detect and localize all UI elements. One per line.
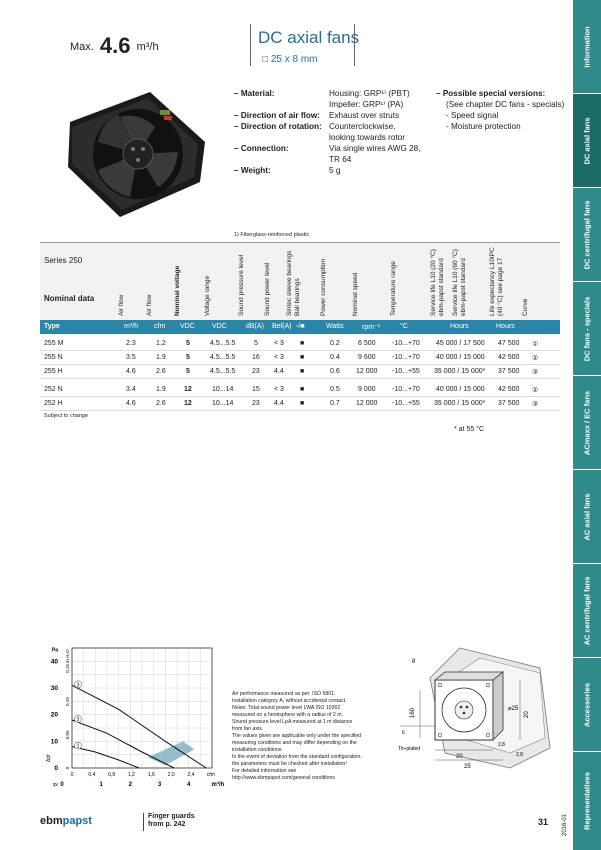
- cell: 2.6: [156, 368, 166, 375]
- x-axis-label: qv: [52, 782, 58, 788]
- col-header: Sound power level: [264, 262, 271, 316]
- bearing-icon: ■: [300, 386, 305, 393]
- performance-chart: [36, 640, 225, 798]
- table-row: [40, 351, 560, 365]
- col-header: Sound pressure level: [238, 254, 245, 316]
- cell: 10...14: [212, 400, 234, 407]
- dim-label: 25: [464, 764, 471, 770]
- cell: 4.5...5.5: [210, 340, 236, 347]
- unit-cell: Hours: [450, 323, 469, 330]
- cell: 42 500: [498, 354, 520, 361]
- x-tick-label: 1,6: [147, 772, 155, 778]
- units-row: [40, 320, 560, 334]
- cell: 37 500: [498, 400, 520, 407]
- y-inner-tick-label: in H₂O: [65, 649, 70, 663]
- cell: 16: [252, 354, 260, 361]
- sidebar-item-accessories[interactable]: [573, 658, 601, 752]
- unit-cell: cfm: [154, 323, 166, 330]
- x-tick-label: 0,8: [108, 772, 116, 778]
- spec-value: 5 g: [329, 166, 341, 175]
- cell: 9 600: [358, 354, 376, 361]
- dim-label: 2,8: [516, 752, 523, 758]
- note-line: http://www.ebmpapst.com/general conditions: [232, 775, 335, 781]
- dim-label: 2,8: [498, 742, 505, 748]
- dim-label: 20: [456, 754, 463, 760]
- sidebar-item-label: AC axial fans: [582, 492, 592, 541]
- cell-type: 255 M: [44, 340, 64, 347]
- y-tick-label: 20: [50, 711, 58, 719]
- max-value: 4.6: [99, 33, 131, 58]
- cell: -10...+70: [392, 340, 420, 347]
- col-header: Power consumption: [320, 258, 327, 316]
- cell: 2.6: [156, 400, 166, 407]
- y-inner-tick-label: 0: [65, 766, 70, 770]
- page-number: 31: [538, 817, 549, 827]
- spec-label: [234, 154, 329, 165]
- col-header: Life expectancy L10IPC: [489, 247, 496, 316]
- curve-icon: ③: [532, 369, 539, 376]
- y-inner-tick-label: 0,05: [65, 730, 70, 740]
- cell: 1.2: [156, 340, 166, 347]
- note-line: Installation category A, without accidental contact.: [232, 698, 347, 704]
- cell-type: 255 H: [44, 368, 63, 375]
- cell: 1.9: [156, 354, 166, 361]
- x-tick-label: cfm: [206, 772, 215, 778]
- note-line: Noise: Total sound power level LWA ISO 10302: [232, 705, 341, 711]
- unit-cell: rpm⁻¹: [362, 324, 381, 331]
- finger-guards-ref: [148, 813, 195, 829]
- cell: 3.5: [126, 354, 136, 361]
- cell: 23: [252, 400, 260, 407]
- spec-label: – Direction of rotation:: [234, 122, 322, 131]
- dim-label: 160: [410, 707, 416, 718]
- cell-type: 255 N: [44, 354, 63, 361]
- sidebar-item-label: Representatives: [582, 772, 592, 830]
- table-row: [40, 383, 560, 397]
- col-header: Nominal speed: [352, 272, 359, 316]
- edition-date: 2016-01: [562, 813, 568, 836]
- cell: 12 000: [356, 368, 378, 375]
- max-unit: m³/h: [136, 41, 159, 53]
- curve-label: 2: [76, 717, 80, 723]
- col-header: Air flow: [118, 294, 125, 316]
- cell: 1.9: [156, 386, 166, 393]
- note-line: In the event of deviation from the standard configuration,: [232, 754, 362, 760]
- sidebar-item-ac-axial[interactable]: [573, 470, 601, 564]
- curve-2: [72, 720, 174, 768]
- curve-icon: ②: [532, 355, 539, 362]
- cell: 15: [252, 386, 260, 393]
- cell: 0.7: [330, 400, 340, 407]
- finger-line: from p. 242: [148, 821, 186, 828]
- cell: 0.2: [330, 340, 340, 347]
- note-line: The values given are applicable only under the specified: [232, 733, 362, 739]
- sidebar-item-dc-specials[interactable]: [573, 282, 601, 376]
- chart-notes: [232, 691, 372, 782]
- spec-value: TR 64: [329, 155, 352, 164]
- cell: 12: [184, 400, 192, 407]
- y-inner-tick-label: 0,10: [65, 697, 70, 706]
- y-tick-label: 0: [54, 765, 58, 772]
- special-line: - Speed signal: [446, 111, 499, 120]
- ebmpapst-logo: [40, 815, 92, 827]
- cell: < 3: [274, 340, 284, 347]
- cell: 45 000 / 17 500: [436, 340, 485, 347]
- spec-label: [234, 132, 329, 143]
- sidebar-item-label: Accessories: [582, 682, 592, 727]
- cell: 6 500: [358, 340, 376, 347]
- dim-label: 20: [524, 711, 530, 718]
- note-line: measuring conditions and may differ depending on the: [232, 740, 357, 746]
- col-header: Ball bearings: [294, 278, 301, 316]
- y-tick-label: Pa: [51, 647, 58, 654]
- col-header: Sintec sleeve bearings: [286, 250, 293, 316]
- cell: 0.6: [330, 368, 340, 375]
- x-tick-label: 2,4: [187, 772, 195, 778]
- series-label: Series 250: [44, 256, 83, 265]
- spec-values: [329, 88, 439, 176]
- footnote-at-55: * at 55 °C: [454, 426, 485, 433]
- sidebar-item-label: DC centrifugal fans: [582, 200, 592, 269]
- curve-3: [72, 685, 206, 768]
- unit-cell: dB(A): [246, 323, 264, 330]
- sidebar-item-information[interactable]: [573, 0, 601, 94]
- sidebar-item-dc-centrifugal[interactable]: [573, 188, 601, 282]
- finger-line: Finger guards: [148, 813, 195, 820]
- cell: -10...+70: [392, 354, 420, 361]
- col-header: ebm-papst standard: [460, 258, 467, 316]
- special-title: – Possible special versions:: [436, 89, 546, 98]
- cell: 5: [186, 368, 190, 375]
- sidebar-item-label: Information: [582, 25, 592, 68]
- x-tick-label: 1,2: [128, 772, 135, 778]
- table-row: [40, 337, 560, 351]
- note-line: from fan axis.: [232, 726, 264, 732]
- special-line: (See chapter DC fans - specials): [446, 100, 565, 109]
- dim-label: 8: [412, 659, 416, 665]
- x-tick-label: m³/h: [211, 782, 225, 788]
- cell: 3.4: [126, 386, 136, 393]
- bearing-icon: ■: [300, 400, 305, 407]
- unit-cell: VDC: [180, 323, 195, 330]
- dim-label: 6: [402, 730, 405, 736]
- sidebar-item-label: AC centrifugal fans: [582, 576, 592, 645]
- cell: 42 500: [498, 386, 520, 393]
- x-tick-label: 4: [186, 782, 191, 788]
- spec-value: Housing: GRP¹⁾ (PBT): [329, 89, 410, 98]
- sidebar-item-label: DC axial fans: [582, 116, 592, 165]
- special-line: - Moisture protection: [446, 122, 521, 131]
- col-header: Service life L10 (20 °C): [430, 249, 437, 316]
- divider: [143, 813, 144, 831]
- col-header: Curve: [522, 298, 529, 316]
- logo-part: papst: [62, 815, 92, 827]
- col-header: Nominal voltage: [174, 265, 181, 316]
- cell: 10...14: [212, 386, 234, 393]
- dimension-drawing: [390, 638, 560, 788]
- cell: 0.4: [330, 354, 340, 361]
- y-tick-label: 30: [50, 685, 58, 692]
- cell: 47 500: [498, 340, 520, 347]
- dim-label: ⌀25: [508, 706, 519, 712]
- table-row: [40, 365, 560, 379]
- sidebar-item-label: DC fans - specials: [582, 296, 592, 361]
- spec-label: – Direction of air flow:: [234, 111, 320, 120]
- cell: 5: [254, 340, 258, 347]
- cell: 12 000: [356, 400, 378, 407]
- col-header: ebm-papst standard: [438, 258, 445, 316]
- cell: 12: [184, 386, 192, 393]
- cell: 0.5: [330, 386, 340, 393]
- sidebar-item-ac-centrifugal[interactable]: [573, 564, 601, 658]
- sidebar-item-acmaxx[interactable]: [573, 376, 601, 470]
- cell: 9 000: [358, 386, 376, 393]
- nominal-data-label: Nominal data: [44, 294, 95, 303]
- cell: 4.4: [274, 400, 284, 407]
- unit-cell: ▫/■: [296, 323, 305, 330]
- cell: 37 500: [498, 368, 520, 375]
- bearing-icon: ■: [300, 340, 305, 347]
- special-versions: [436, 88, 566, 132]
- fan-size: □ 25 x 8 mm: [262, 54, 318, 65]
- sidebar-item-representatives[interactable]: [573, 752, 601, 850]
- cell: 4.6: [126, 400, 136, 407]
- col-header: Voltage range: [204, 275, 211, 316]
- x-tick-label: 3: [157, 782, 162, 788]
- spec-value: looking towards rotor: [329, 133, 405, 142]
- spec-label: [234, 99, 329, 110]
- note-line: the parameters must be checked after installation!: [232, 761, 347, 767]
- y-tick-label: 10: [50, 738, 58, 746]
- note-line: Air performance measured as per: ISO 5801.: [232, 691, 336, 697]
- curve-icon: ②: [532, 387, 539, 394]
- note-line: installation conditions.: [232, 747, 283, 753]
- dim-label: Tin-plated: [398, 746, 421, 752]
- unit-cell: VDC: [212, 323, 227, 330]
- spec-label: – Weight:: [234, 166, 271, 175]
- note-line: measured on a hemisphere with a radius of 2 m.: [232, 712, 344, 718]
- spec-labels: [234, 88, 329, 176]
- note-line: Sound pressure level LpA measured at 1 m distance: [232, 719, 353, 725]
- bearing-icon: ■: [300, 368, 305, 375]
- curve-icon: ③: [532, 401, 539, 408]
- curve-label: 3: [76, 682, 80, 689]
- cell: 5: [186, 354, 190, 361]
- cell: 40 000 / 15 000: [436, 354, 485, 361]
- spec-value: Exhaust over struts: [329, 111, 400, 120]
- spec-value: Counterclockwise,: [329, 122, 396, 131]
- x-tick-label: 2: [128, 782, 133, 788]
- cell: 4.5...5.5: [210, 368, 236, 375]
- cell: -10...+55: [392, 368, 420, 375]
- unit-cell: Hours: [496, 323, 515, 330]
- col-header: Service life L10 (60 °C): [452, 249, 459, 316]
- unit-cell: Watts: [326, 323, 344, 330]
- sidebar-item-label: ACmaxx / EC fans: [582, 390, 592, 455]
- curve-1: [72, 747, 139, 768]
- cell: < 3: [274, 386, 284, 393]
- unit-cell: m³/h: [124, 323, 138, 330]
- x-tick-label: 0,4: [88, 772, 96, 778]
- cell: 4.4: [274, 368, 284, 375]
- sidebar: [573, 0, 601, 850]
- curve-label: 1: [76, 743, 80, 750]
- cell: 35 000 / 15 000*: [434, 400, 486, 407]
- max-flow: [70, 33, 159, 59]
- y-inner-tick-label: 0,15: [65, 664, 70, 673]
- spec-value: Via single wires AWG 28,: [329, 144, 421, 153]
- unit-cell: Type: [44, 323, 60, 330]
- unit-cell: °C: [400, 323, 408, 330]
- cell-type: 252 N: [44, 386, 63, 393]
- curve-icon: ①: [532, 341, 539, 348]
- max-prefix: Max.: [70, 41, 94, 53]
- page-title: DC axial fans: [258, 28, 360, 47]
- cell: < 3: [274, 354, 284, 361]
- spec-label: – Material:: [234, 89, 275, 98]
- table-row: [40, 397, 560, 411]
- cell: 35 000 / 15 000*: [434, 368, 486, 375]
- footnote: 1) Fiberglass-reinforced plastic: [234, 232, 310, 238]
- cell: 23: [252, 368, 260, 375]
- col-header: Temperature range: [390, 261, 397, 316]
- cell: 2.3: [126, 340, 136, 347]
- cell: 5: [186, 340, 190, 347]
- x-tick-label: 0: [60, 782, 64, 788]
- cell: 4.6: [126, 368, 136, 375]
- x-tick-label: 0: [70, 772, 74, 778]
- cell-type: 252 H: [44, 400, 63, 407]
- subject-to-change: Subject to change: [44, 413, 89, 419]
- spec-value: Impeller: GRP¹⁾ (PA): [329, 100, 404, 109]
- col-header: (40 °C) see page 17: [497, 257, 504, 316]
- y-tick-label: 40: [50, 658, 58, 666]
- x-tick-label: 1: [99, 782, 103, 788]
- cell: 40 000 / 15 000: [436, 386, 485, 393]
- y-axis-label: Δpf: [46, 754, 52, 762]
- cell: -10...+55: [392, 400, 420, 407]
- fan-photo: [60, 82, 210, 222]
- spec-label: – Connection:: [234, 144, 289, 153]
- col-header: Air flow: [146, 294, 153, 316]
- bearing-icon: ■: [300, 354, 305, 361]
- note-line: For detailed information see: [232, 768, 297, 774]
- unit-cell: Bel(A): [272, 323, 292, 330]
- x-tick-label: 2,0: [167, 772, 175, 778]
- cell: -10...+70: [392, 386, 420, 393]
- cell: 4.5...5.5: [210, 354, 236, 361]
- sidebar-item-dc-axial[interactable]: [573, 94, 601, 188]
- logo-part: ebm: [40, 815, 63, 827]
